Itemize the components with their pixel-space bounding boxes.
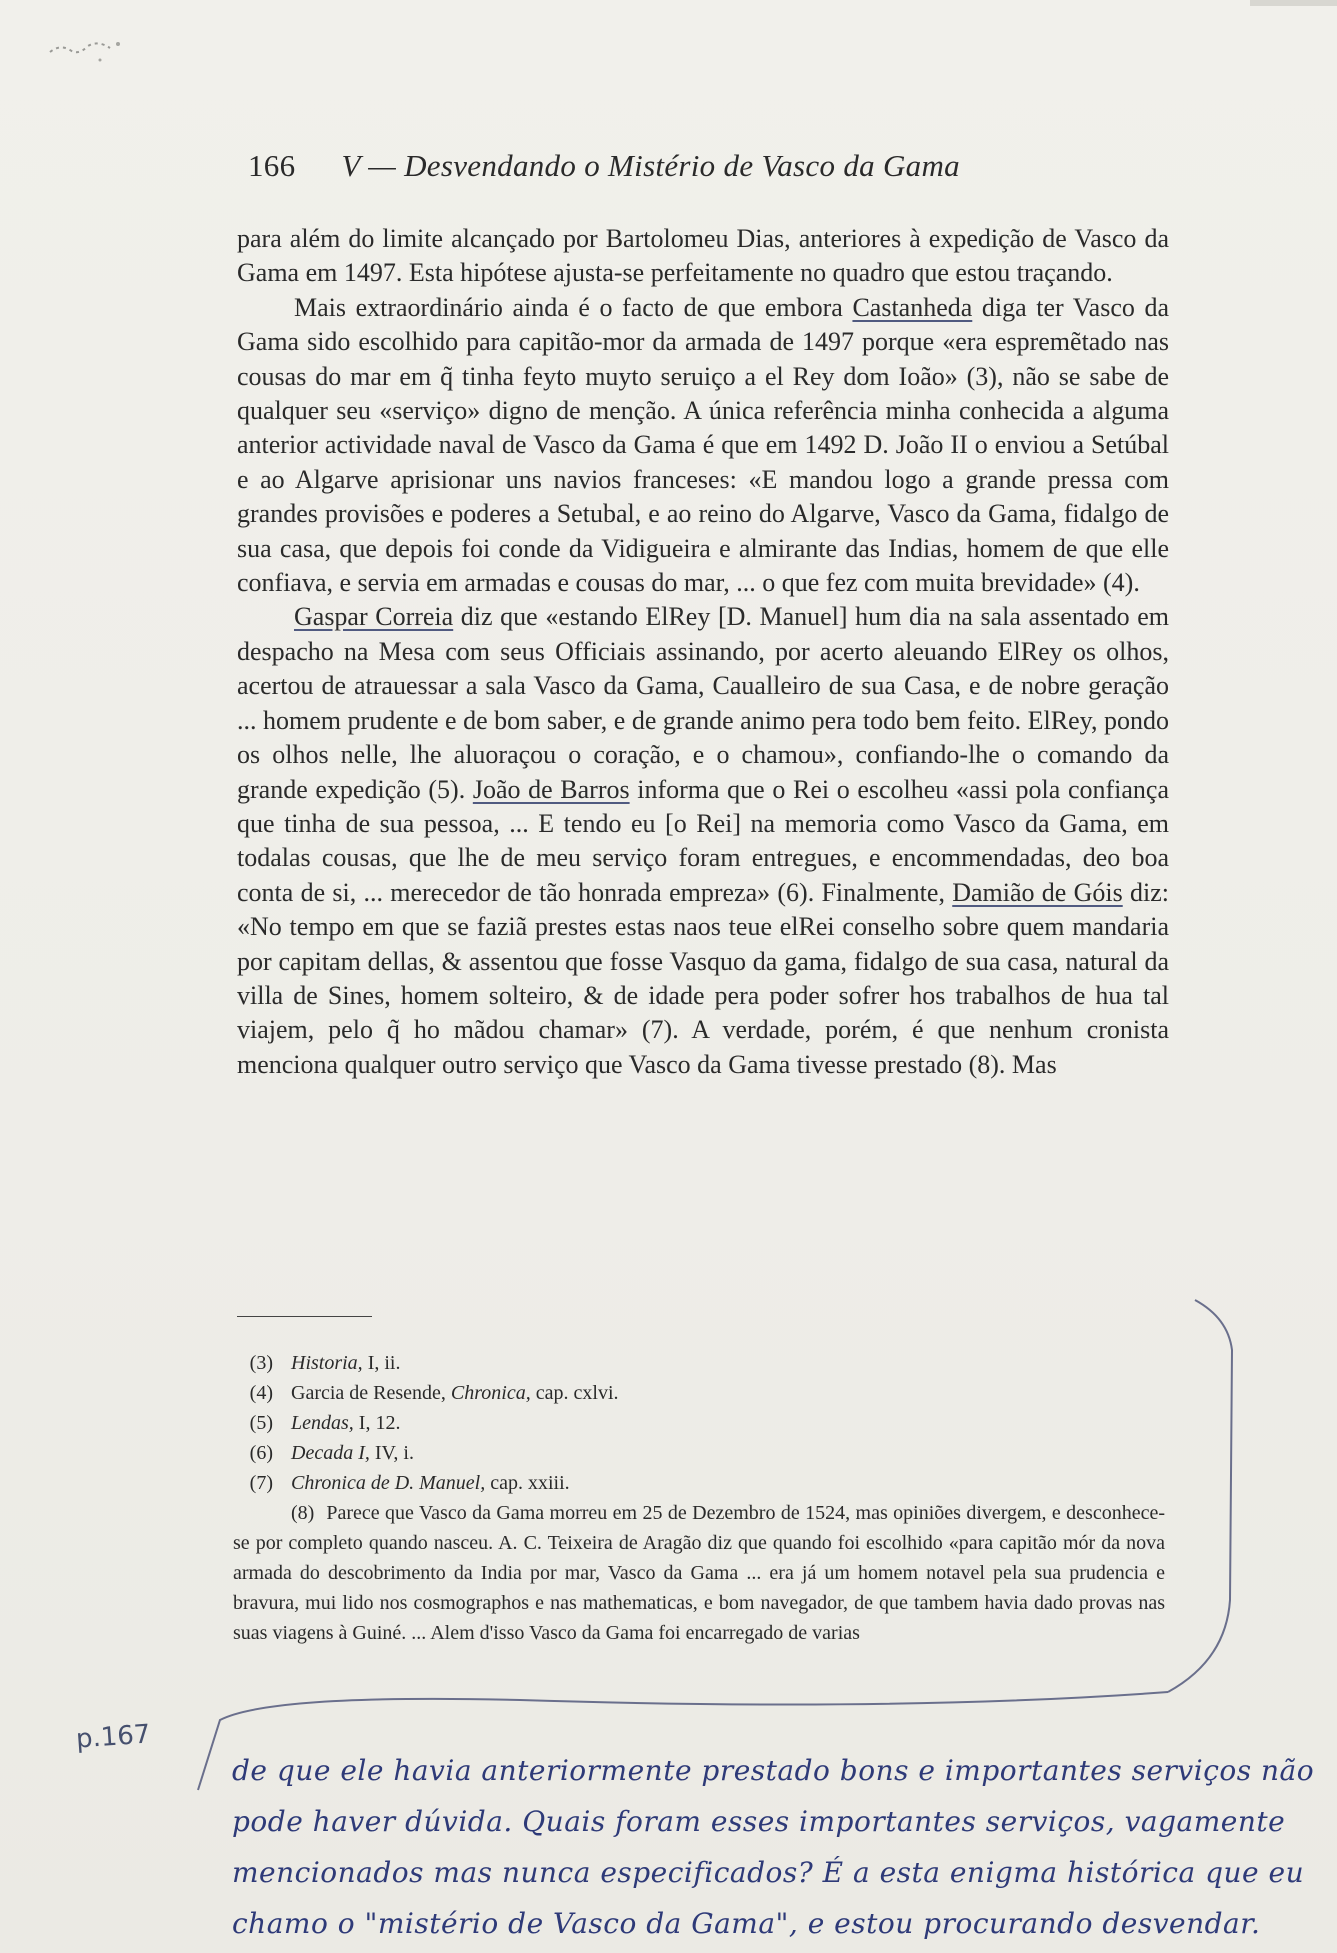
paragraph-1: para além do limite alcançado por Bartolomeu Dias, anteriores à expedição de Vasco da Gama em 1497. Esta hipótese ajusta-se perfeitamente no quadro que estou traçando. (237, 224, 1169, 288)
underlined-name: Castanheda (852, 292, 973, 322)
footnote: (5) Lendas, I, 12. (233, 1408, 1165, 1438)
underlined-name: Damião de Góis (952, 877, 1123, 907)
handwritten-line: pode haver dúvida. Quais foram esses importantes serviços, vagamente (232, 1805, 1286, 1838)
work-title: Chronica, (450, 1382, 531, 1404)
handwritten-page-ref: p.167 (75, 1719, 152, 1755)
footnote-mark: (7) (249, 1472, 273, 1494)
handwritten-note (232, 1745, 1315, 1949)
footnote-text: Parece que Vasco da Gama morreu em 25 de Dezembro de 1524, mas opiniões divergem, e desconhece-se por completo quando nasceu. A. C. Teixeira de Aragão diz que quando foi escolhido «para capitão mór da nova armada do descobrimento da India por mar, Vasco da Gama ... era já um homem notavel pela sua prudencia e bravura, mui lido nos cosmographos e nas mathematicas, e bom navegador, de que tambem havia dado provas nas suas viagens à Guiné. ... Alem d'isso Vasco da Gama foi encarregado de varias (233, 1502, 1165, 1644)
work-title: Lendas, (291, 1412, 354, 1434)
footnote-mark: (5) (249, 1412, 273, 1434)
footnote-mark: (8) (291, 1502, 315, 1524)
handwritten-line: chamo o "mistério de Vasco da Gama", e estou procurando desvendar. (232, 1907, 1261, 1940)
work-title: Historia, (291, 1352, 363, 1374)
footnote-mark: (3) (249, 1352, 273, 1374)
handwritten-line: mencionados mas nunca especificados? É a esta enigma histórica que eu (232, 1856, 1305, 1889)
footnote: (3) Historia, I, ii. (233, 1348, 1165, 1378)
underlined-name: Gaspar Correia (294, 602, 454, 632)
footnote-mark: (6) (249, 1442, 273, 1464)
work-title: Chronica de D. Manuel, (291, 1472, 486, 1494)
footnote: (4) Garcia de Resende, Chronica, cap. cxlvi. (233, 1378, 1165, 1408)
footnote-mark: (4) (249, 1382, 273, 1404)
page-number: 166 (248, 148, 296, 183)
work-title: Decada I, (291, 1442, 370, 1464)
paragraph-3: Gaspar Correia diz que «estando ElRey [D. Manuel] hum dia na sala assentado em despacho na Mesa com seus Officiais assinando, por acerto aleuando ElRey os olhos, acertou de atrauessar a sala Vasco da Gama, Caualleiro de sua Casa, e de nobre geração ... homem prudente e de bom saber, e de grande animo pera todo bem feito. ElRey, pondo os olhos nelle, lhe aluoraçou o coração, e o chamou», confiando-lhe o comando da grande expedição (5). João de Barros informa que o Rei o escolheu «assi pola confiança que tinha de sua pessoa, ... E tendo eu [o Rei] na memoria como Vasco da Gama, em todalas cousas, que lhe de meu serviço foram entregues, e encommendadas, deo boa conta de si, ... merecedor de tão honrada empreza» (6). Finalmente, Damião de Góis diz: «No tempo em que se faziã prestes estas naos teue elRei conselho sobre quem mandaria por capitam dellas, & assentou que fosse Vasquo da gama, fidalgo de sua casa, natural da villa de Sines, homem solteiro, & de idade pera poder sofrer hos trabalhos de hua tal viajem, pelo q̃ ho mãdou chamar» (7). A verdade, porém, é que nenhum cronista menciona qualquer outro serviço que Vasco da Gama tivesse prestado (8). Mas (237, 602, 1169, 1079)
footnote: (7) Chronica de D. Manuel, cap. xxiii. (233, 1468, 1165, 1498)
paragraph-2: Mais extraordinário ainda é o facto de que embora Castanheda diga ter Vasco da Gama sido escolhido para capitão-mor da armada de 1497 porque «era espremẽtado nas cousas do mar em q̃ tinha feyto muyto seruiço a el Rey dom Ioão» (3), não se sabe de qualquer seu «serviço» digno de menção. A única referência minha conhecida a alguma anterior actividade naval de Vasco da Gama é que em 1492 D. João II o enviou a Setúbal e ao Algarve aprisionar uns navios franceses: «E mandou logo a grande pressa com grandes provisões e poderes a Setubal, e ao reino do Algarve, Vasco da Gama, fidalgo de sua casa, que depois foi conde da Vidigueira e almirante das Indias, homem de que elle confiava, e servia em armadas e cousas do mar, ... o que fez com muita brevidade» (4). (237, 292, 1169, 598)
running-title: V — Desvendando o Mistério de Vasco da Gama (341, 148, 960, 183)
footnote: (6) Decada I, IV, i. (233, 1438, 1165, 1468)
underlined-name: João de Barros (472, 774, 630, 804)
handwritten-line: de que ele havia anteriormente prestado bons e importantes serviços não (232, 1754, 1315, 1787)
